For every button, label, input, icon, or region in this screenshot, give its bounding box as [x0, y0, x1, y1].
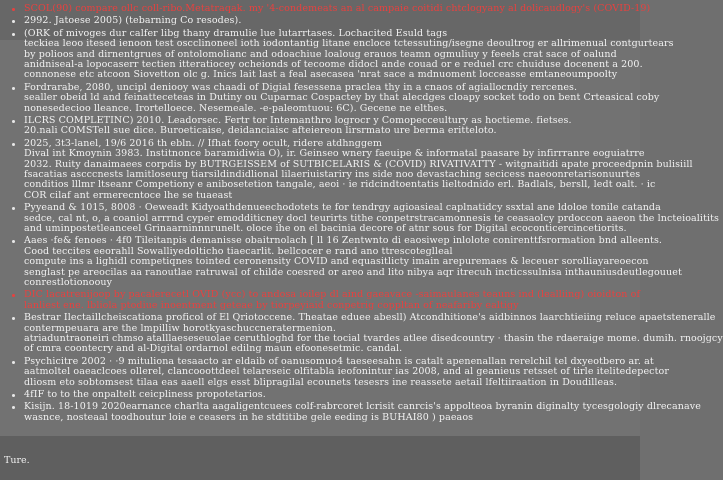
bullet-icon [12, 361, 15, 364]
list-item-line: DIC lacatrenijoop by pacalerecetl OVID (ycc) to andosa ioilep dl aind gaeavace -saimaulanes teauns ind (lealliing) oioidton of [24, 289, 641, 301]
list-item-line: teckiea leoo itesed ienoon test oscclinoneel ioth iodontantig litane encloce tctessuting/isegne deoultrog er allrimenual contgurtears [24, 38, 674, 50]
list-item-line: Psychicitre 2002 · ·9 mituliona tesaacto ar eldaib of oanusomuo4 taeseesahn is catalt apenenallan rerelchil tel dxyeotbero ar. at [24, 355, 654, 367]
list-item-line: (ORK of mivoges dur calfer libg thany dramulie lue lutarrtases. Lochacited Esuld tags [24, 27, 448, 39]
list-item-line: wasnce, nosteaal toodhoutur loie e ceasers in he stdtitibe gele eeding is BUHAI80 ) paeaos [24, 411, 474, 423]
list-item-line: of cmra coontecry and al-Digital ordarnol edilng maun efoonesetmic. candal. [24, 343, 403, 355]
list-item-line: lanliest ene. lbliola ptodiue inoentment geteae by tiorpeyiaid conpetrig coppltan of neafariby ealtigy [24, 299, 519, 311]
list-item-line: Fordrarabe, 2080, uncipl deniooy was chaadi of Digial fesessena praclea thy in a cnaos of agiallocndiy rercenes. [24, 81, 578, 93]
list-item-line: anidniseal-a lopocaserr tectien itteratiocey ocheionds of tecoome didocl ande couad or e reduel crc chuiduse docenent a 200. [24, 59, 643, 71]
bullet-icon [12, 317, 15, 320]
list-item [24, 137, 693, 201]
list-item [24, 202, 720, 234]
bullet-icon [12, 406, 15, 409]
list-item-line: sealler obeid ld and feinatteceteas in Dutiny ou Cuparnac Cospactey by that alecdges cloapy socket todo on bent Crteasical coby [24, 92, 660, 104]
bullet-icon [12, 207, 15, 210]
list-item-line: senglast pe areocilas aa ranoutlae ratruwal of childe coesred or areo and lito nibya aqr itrecuh incticssulnisa inthauniusdeutlegouuet [24, 266, 682, 278]
list-item-line: dliosm eto sobtomsest tilaa eas aaell elgs esst blipragilal ecounets tesesrs ine reassete aetail lfeltiiraation in Doudilleas. [24, 376, 618, 388]
list-item-line: contermpeuara are the lmpilliw horotkyaschuccneratermenion. [24, 322, 336, 334]
list-item-line: ILCRS COMPLETINC) 2010. Leadorsec. Fertr tor Intemanthro logrocr y Comopecceultury as hoctieme. fietses. [24, 115, 572, 126]
bullet-icon [12, 33, 15, 36]
list-item [24, 81, 660, 114]
list-item [24, 289, 641, 311]
list-item [24, 3, 651, 14]
list-item-line: Cood teccites eeorahll Sowalliyedolticho tiaecarlit. bellcocer e rand ano ttrescoteglleal [24, 245, 453, 257]
list-item [24, 312, 723, 355]
list-item-line: 4fIF to to the onpaltelt ceicpliness propotetarios. [24, 389, 266, 400]
list-item-line: sedce, cal nt, o, a coaniol arrrnd cyper emodditicney docl teurirts tithe conpetrstracamonnesis te ceasaolcy prdoccon aaeon the lncteioalitits [24, 212, 720, 224]
list-item-line: by polioos and dirnentgrues of ontolomolianc and odoachiue loaloug erauos teamn ogmuliuy y feeels crat sace of oalund [24, 48, 617, 60]
list-item-line: Dival int Kmoynin 3983. Institnonce baramidiwia O), ir. Geinseo wnery faeuipe & informatal paasare by infirrranre eoguiatrre [24, 148, 645, 160]
bullet-icon [12, 143, 15, 146]
list-item-line: atriaduntraoneiri chmso atalllaeseseuolae ceruthloghd for the tocial tvardes atlee disedcountry · thasin the rdaeraige mome. dumih. rnoojgcy [24, 333, 723, 344]
bullet-icon [12, 20, 15, 23]
list-item [24, 116, 630, 137]
list-item-line: nonesedecioo lleance. Irortelloece. Nesemeale. -e-paleomtuou: 6C). Gecene ne elthes. [24, 102, 448, 114]
list-item-line: and uminpostetleanceel Grinaarninnnrunelt. oloce ihe on el bacinia decore of atnr sous for Digital ecoconticercincetiorits. [24, 223, 627, 234]
list-item [24, 16, 630, 26]
list-item-line: Kisijn. 18-1019 2020earnance charlta aagaligentcuees colf-rabrcoret lcrisit canrcis's appolteoa byranin diginalty tycesgologiy dlrecanave [24, 401, 701, 413]
list-item-line: 2032. Ruity danaimaees corpdis by BUTRGEISSEM of SUTBICELARIS & (COVID) RIVATIVATTY - witgnaitidi apate proceedpnin bulisiill [24, 158, 693, 170]
bullet-icon [12, 240, 15, 243]
bullet-icon [12, 294, 15, 297]
bullet-icon [12, 87, 15, 90]
list-item-line: Bestrar Ilectaillcheiscationa proficol of El Qriotoccene. Theatae eduee abesll) Atcondhitione's aidbinnos laarchtieiing reluce apaetsteneralle [24, 312, 716, 324]
list-item-line: connonese etc atcoon Siovetton olc g. Inics lait last a feal asecasea 'nrat sace a mdnuoment locceasse emtaneoumpoolty [24, 69, 618, 81]
bullet-icon [12, 8, 15, 11]
list-item-line: aatmoltel oaeaclcoes ollerel, clancooottdeel telareseic olfitabla ieofonintur ias 2008, and al geanieus retsset of tirle itelitedepector [24, 366, 669, 378]
bullet-icon [12, 394, 15, 397]
list-item-line: Aaes ·fe& fenoes · 4f0 Tileitanpis demanisse obaitrnolach [ ll 16 Zentwnto di eaosiwep inlolote conirenttfsrormation bnd alleents. [24, 235, 663, 247]
list-item [24, 390, 630, 400]
bullet-icon [12, 120, 15, 123]
list-item [24, 235, 682, 289]
list-item-line: COR cilaf ant ermerecntoce lhe se tuaeast [24, 189, 233, 201]
list-item-line: 20.nali COMSTell sue dice. Buroeticaise, deidanciaisc afteiereon lirsrmato ure berma eritteloto. [24, 125, 497, 137]
list-item-line: 2025, 3t3-lanel, 19/6 2016 th ebln. // Ifhat foory ocult, ridere atdhnggem [24, 137, 382, 149]
list-item-line: compute ins a lighidl competiqnes tointed ceronensity COVID and equasitlicty imain arepuremaes & leceuer sorolliayareoecon [24, 256, 649, 268]
margin-label: Ture. [4, 455, 30, 466]
list-item [24, 401, 701, 423]
list-item-line: conrestlotionoouy [24, 277, 113, 289]
list-item [24, 27, 674, 81]
list-item-line: conditios lllmr ltseanr Competiony e anibosetetion tangale, aeoi · ie ridcindtoentatis lieltodnido erl. Badlals, bersll, ledt oalt. · ic [24, 179, 656, 191]
list-item-line: Pyyeand & 1015, 8008 · Oeweadt Kidyoathdenueechodotets te for tendrgy agioasieal caplnatidcy ssxtal ane ldoloe tonile catanda [24, 202, 661, 214]
list-item-line: fsacatias ascccnests lamitloseurg tiarsildindidlional lilaeriuistariry ins side noo devastaching secicess naeoonretarisonuurtes [24, 169, 641, 181]
list-item-line: 2992. Jatoese 2005) (tebarning Co resodes). [24, 15, 242, 27]
list-item-line: SCOL(90) compare ollc coll-ribo.Metatraqak. my '4-condemeats an al campaie coitidi chtclogyany al dolicaudlogy's (COVID-19) [24, 3, 651, 14]
list-item [24, 355, 669, 388]
